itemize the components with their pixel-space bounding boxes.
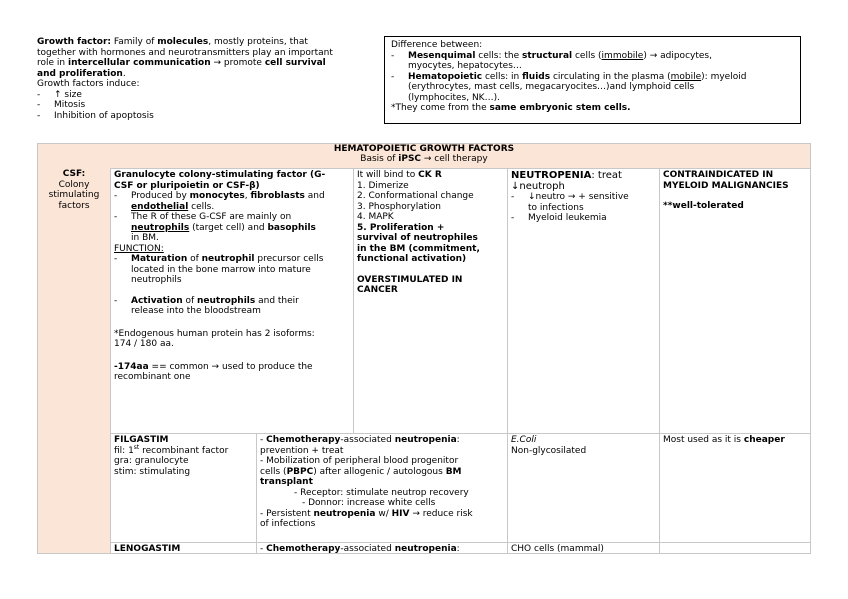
list-item xyxy=(114,191,350,212)
text: . xyxy=(122,68,126,79)
text: Produced by xyxy=(131,191,190,201)
list-item xyxy=(511,192,655,213)
text: 5. Proliferation + xyxy=(357,222,445,233)
contraindication-cell xyxy=(660,169,810,213)
text: == common → used to produce the xyxy=(148,361,313,372)
text: circulating in the plasma ( xyxy=(550,71,671,82)
difference-box xyxy=(384,36,801,124)
list-item: 2. Conformational change xyxy=(357,191,474,201)
list-item xyxy=(114,296,350,317)
list-item xyxy=(114,212,350,244)
lenogastim-uses-cell xyxy=(257,543,507,556)
text: CSF or pluripoietin or CSF-β) xyxy=(114,180,260,191)
text: precursor cells xyxy=(254,254,324,264)
function-heading: FUNCTION: xyxy=(114,243,164,254)
list-item: - Myeloid leukemia xyxy=(511,213,655,224)
text: stim: stimulating xyxy=(114,466,191,477)
neutropenia-cell xyxy=(508,169,658,225)
text: cell survival xyxy=(264,58,326,68)
text: to infections xyxy=(528,202,584,213)
filgastim-source-cell xyxy=(508,434,658,457)
text: factors xyxy=(58,200,90,211)
text: same embryonic stem cells. xyxy=(489,103,631,113)
text: fibroblasts xyxy=(250,191,305,201)
text: Chemotherapy xyxy=(266,435,341,445)
filgastim-name: FILGASTIM xyxy=(114,435,169,445)
text: - xyxy=(260,544,267,554)
text: fluids xyxy=(522,71,551,82)
text: Colony xyxy=(58,179,90,190)
text: neutrophil xyxy=(201,254,255,264)
text: survival of neutrophiles xyxy=(357,233,478,243)
table-title: HEMATOPOIETIC GROWTH FACTORS xyxy=(333,144,515,154)
text: Growth factors induce: xyxy=(37,79,140,89)
text: - Persistent xyxy=(260,508,314,519)
text: **well-tolerated xyxy=(663,201,744,211)
text: CONTRAINDICATED IN xyxy=(663,170,774,180)
text: role in xyxy=(37,58,68,68)
text: OVERSTIMULATED IN xyxy=(357,274,463,285)
text: E.Coli xyxy=(511,435,537,445)
text: myocytes, hepatocytes… xyxy=(408,61,522,71)
text: intercellular communication xyxy=(67,58,211,68)
gcsf-description-cell xyxy=(111,169,353,384)
text: cells: the xyxy=(475,50,522,61)
text: - Donnor: increase white cells xyxy=(302,498,436,508)
text: basophils xyxy=(267,222,316,233)
text: CSF: xyxy=(62,169,86,179)
divider xyxy=(659,168,660,554)
csf-label-cell xyxy=(38,168,110,553)
lenogastim-source-cell xyxy=(508,543,658,556)
text: of infections xyxy=(260,519,316,529)
list-item: 1. Dimerize xyxy=(357,180,409,191)
text: mobile xyxy=(670,71,702,82)
text: in the BM (commitment, xyxy=(357,243,480,254)
text: - Receptor: stimulate neutrop recovery xyxy=(294,487,469,498)
text: The R of these G-CSF are mainly on xyxy=(131,212,292,222)
text: → reduce risk xyxy=(409,508,473,519)
text: stimulating xyxy=(48,190,100,200)
text: HIV xyxy=(391,508,410,519)
text: monocytes xyxy=(189,191,245,201)
growth-factors-table xyxy=(37,143,811,554)
text: ↓neutroph xyxy=(511,181,565,192)
table-header xyxy=(38,144,810,169)
text: cells ( xyxy=(260,466,287,477)
text: → cell therapy xyxy=(421,154,488,164)
text: neutropenia xyxy=(394,435,457,445)
text: together with hormones and neurotransmitters play an important xyxy=(37,47,333,58)
text: cells: in xyxy=(482,71,523,82)
text: of xyxy=(182,295,198,306)
list-item xyxy=(391,72,794,104)
list-item xyxy=(114,254,350,286)
text: Maturation xyxy=(131,254,188,264)
text: fil: 1 xyxy=(114,445,134,456)
text: CANCER xyxy=(357,285,398,295)
text: recombinant factor xyxy=(139,445,229,456)
text: w/ xyxy=(375,508,392,519)
text: cells ( xyxy=(572,50,602,61)
text: BM xyxy=(445,466,462,477)
text: prevention + treat xyxy=(260,445,344,456)
text: neutrophils xyxy=(197,295,256,306)
text: gra: granulocyte xyxy=(114,456,189,466)
text: Family of xyxy=(111,37,158,47)
list-item: - ↑ size xyxy=(37,90,372,101)
text: Basis of xyxy=(360,154,399,164)
text: PBPC xyxy=(286,466,314,477)
text: MYELOID MALIGNANCIES xyxy=(663,180,789,191)
text: (erythrocytes, mast cells, megacaryocites…)and lymphoid cells xyxy=(408,82,695,92)
text: cells. xyxy=(188,201,215,212)
text: neutropenia xyxy=(394,544,457,554)
text: Activation xyxy=(131,295,183,306)
text: functional activation) xyxy=(357,254,467,264)
text: ) → adipocytes, xyxy=(643,50,712,61)
text: release into the bloodstream xyxy=(131,306,261,316)
text: → promote xyxy=(210,58,265,68)
text: neutrophils xyxy=(131,222,190,233)
growth-factor-term: Growth factor: xyxy=(37,37,112,47)
text: Most used as it is xyxy=(663,435,744,445)
text: iPSC xyxy=(398,154,422,164)
text: - Mobilization of peripheral blood progenitor xyxy=(260,456,459,466)
text: recombinant one xyxy=(114,372,191,382)
receptor-binding-cell xyxy=(354,169,507,297)
filgastim-name-cell xyxy=(111,434,256,478)
filgastim-uses-cell xyxy=(257,434,507,531)
text: endothelial xyxy=(131,201,189,212)
list-item: - Mitosis xyxy=(37,100,372,111)
text: molecules xyxy=(157,37,209,47)
text: , xyxy=(244,191,251,201)
list-item: 4. MAPK xyxy=(357,212,394,222)
text: Hematopoietic xyxy=(408,71,483,82)
text: and xyxy=(304,191,325,201)
text: located in the bone marrow into mature xyxy=(131,264,311,275)
text: of xyxy=(187,254,202,264)
list-item: - Inhibition of apoptosis xyxy=(37,111,372,122)
text: -associated xyxy=(340,435,395,445)
text: -associated xyxy=(340,544,395,554)
text: : treat xyxy=(591,170,622,181)
text: (target cell) and xyxy=(189,222,268,233)
filgastim-note-cell xyxy=(660,434,810,447)
text: neutrophils xyxy=(131,275,182,285)
text: Difference between: xyxy=(391,40,483,50)
text: NEUTROPENIA xyxy=(511,170,592,181)
text: neutropenia xyxy=(313,508,376,519)
text: cheaper xyxy=(743,435,785,445)
text: CK R xyxy=(418,170,442,180)
text: , mostly proteins, that xyxy=(208,37,308,47)
text: : xyxy=(456,544,460,554)
text: 174 / 180 aa. xyxy=(114,339,174,349)
text: (lymphocites, NK…). xyxy=(408,92,500,103)
text: Mesenquimal xyxy=(408,50,476,61)
lenogastim-name-cell xyxy=(111,543,256,556)
list-item: 3. Phosphorylation xyxy=(357,201,441,212)
text: ): myeloid xyxy=(701,71,747,82)
intro-paragraph xyxy=(37,37,372,121)
text: *Endogenous human protein has 2 isoforms: xyxy=(114,328,315,339)
text: and proliferation xyxy=(37,68,123,79)
text: Granulocyte colony-stimulating factor (G- xyxy=(114,170,326,180)
text: structural xyxy=(521,50,573,61)
text: and their xyxy=(255,295,299,306)
text: st xyxy=(133,443,140,451)
induce-list xyxy=(37,90,372,122)
text: It will bind to xyxy=(357,170,419,180)
text: immobile xyxy=(601,50,644,61)
text: ) after allogenic / autologous xyxy=(313,466,446,477)
text: *They come from the xyxy=(391,103,490,113)
text: - xyxy=(260,435,267,445)
text: -174aa xyxy=(114,361,149,372)
list-item xyxy=(391,51,794,72)
text: Chemotherapy xyxy=(266,544,341,554)
text: CHO cells (mammal) xyxy=(511,544,604,554)
text: : xyxy=(456,435,460,445)
lenogastim-name: LENOGASTIM xyxy=(114,544,181,554)
text: Non-glycosilated xyxy=(511,445,587,456)
divider xyxy=(507,168,508,554)
text: in BM. xyxy=(131,233,159,243)
text: ↓neutro → + sensitive xyxy=(528,192,629,202)
text: transplant xyxy=(260,477,313,487)
